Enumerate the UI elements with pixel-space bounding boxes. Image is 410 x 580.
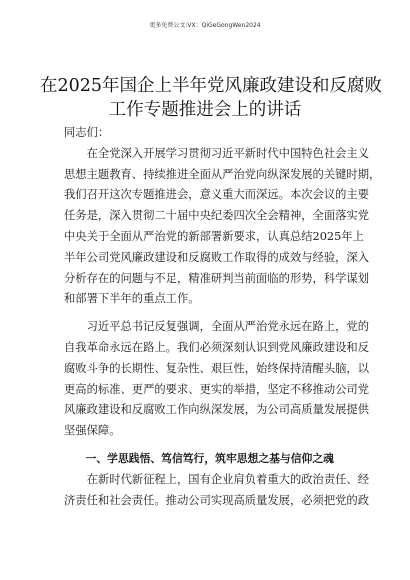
text-line: 我们召开这次专题推进会，意义重大而深远。本次会议的主要	[64, 188, 370, 202]
document-body	[64, 123, 381, 518]
section-heading: 一、学思践悟、笃信笃行，筑牢思想之基与信仰之魂	[85, 451, 334, 465]
document-title	[40, 74, 383, 122]
text-line: 中央关于全面从严治党的新部署新要求，认真总结2025年上	[64, 229, 364, 243]
section-paragraph	[64, 470, 370, 512]
text-line: 自我革命永远在路上。我们必须深刻认识到党风廉政建设和反	[64, 340, 370, 354]
paragraph-1	[64, 144, 381, 310]
text-line: 任务是，深入贯彻二十届中央纪委四次全会精神，全面落实党	[64, 209, 370, 223]
header-note: 更多免费公文:VX：QiGeGongWen2024	[149, 22, 261, 29]
title-line: 在2025年国企上半年党风廉政建设和反腐败	[40, 76, 383, 96]
text-line: 在全党深入开展学习贯彻习近平新时代中国特色社会主义	[86, 146, 370, 160]
text-line: 济责任和社会责任。推动公司实现高质量发展，必须把党的政	[64, 493, 370, 507]
salutation: 同志们：	[64, 126, 110, 139]
text-line: 习近平总书记反复强调，全面从严治党永远在路上，党的	[86, 320, 370, 334]
text-line: 分析存在的问题与不足，精准研判当前面临的形势，科学谋划	[64, 271, 370, 285]
text-line: 腐败斗争的长期性、复杂性、艰巨性，始终保持清醒头脑，以	[64, 361, 370, 375]
text-line: 半年公司党风廉政建设和反腐败工作取得的成效与经验，深入	[64, 250, 370, 264]
text-line: 坚强保障。	[64, 424, 121, 438]
paragraph-2	[64, 317, 370, 442]
text-line: 思想主题教育、持续推进全面从严治党向纵深发展的关键时期，	[64, 167, 381, 181]
text-line: 和部署下半年的重点工作。	[64, 292, 200, 306]
text-line: 在新时代新征程上，国有企业肩负着重大的政治责任、经	[86, 472, 370, 486]
text-line: 更高的标准、更严的要求、更实的举措，坚定不移推动公司党	[64, 382, 370, 396]
text-line: 风廉政建设和反腐败工作向纵深发展，为公司高质量发展提供	[64, 403, 370, 417]
title-line: 工作专题推进会上的讲话	[108, 100, 302, 120]
